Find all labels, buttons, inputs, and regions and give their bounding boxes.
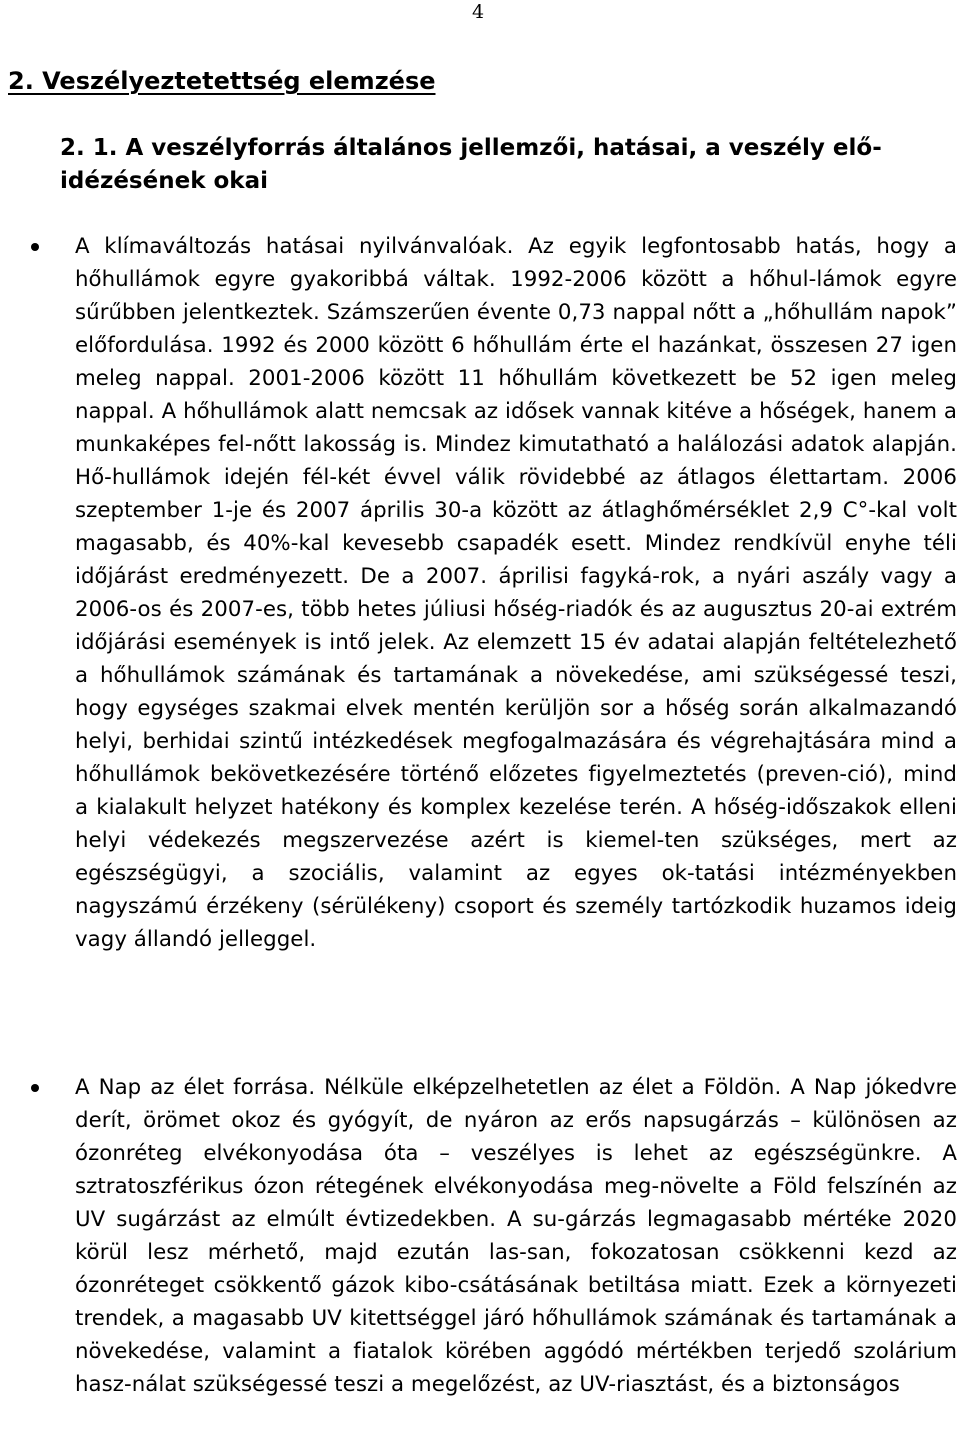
page-number: 4: [472, 1, 485, 23]
paragraph-climate-heatwaves: A klímaváltozás hatásai nyilvánvalóak. Az egyik legfontosabb hatás, hogy a hőhullámok egyre gyakoribbá váltak. 1992-2006 között a hőhul-lámok egyre sűrűbben jelentkeztek. Számszerűen évente 0,73 nappal nőtt a „hőhullám napok” előfordulása. 1992 és 2000 között 6 hőhullám érte el hazánkat, összesen 27 igen meleg nappal. 2001-2006 között 11 hőhullám következett be 52 igen meleg nappal. A hőhullámok alatt nemcsak az idősek vannak kitéve a hőségek, hanem a munkaképes fel-nőtt lakosság is. Mindez kimutatható a halálozási adatok alapján. Hő-hullámok idején fél-két évvel válik rövidebbé az átlagos élettartam. 2006 szeptember 1-je és 2007 április 30-a között az átlaghőmérséklet 2,9 C°-kal volt magasabb, és 40%-kal kevesebb csapadék esett. Mindez rendkívül enyhe téli időjárást eredményezett. De a 2007. áprilisi fagyká-rok, a nyári aszály vagy a 2006-os és 2007-es, több hetes júliusi hőség-riadók és az augusztus 20-ai extrém időjárási események is intő jelek. Az elemzett 15 év adatai alapján feltételezhető a hőhullámok számának és tartamának a növekedése, ami szükségessé teszi, hogy egységes szakmai elvek mentén kerüljön sor a hőség során alkalmazandó helyi, berhidai szintű intézkedések megfogalmazására és végrehajtására mind a hőhullámok bekövetkezésére történő előzetes figyelmeztetés (preven-ció), mind a kialakult helyzet hatékony és komplex kezelése terén. A hőség-időszakok elleni helyi védekezés megszervezése azért is kiemel-ten szükséges, mert az egészségügyi, a szociális, valamint az egyes ok-tatási intézményekben nagyszámú érzékeny (sérülékeny) csoport és személy tartózkodik huzamos ideig vagy állandó jelleggel.: [75, 234, 957, 952]
paragraph-sun-uv: A Nap az élet forrása. Nélküle elképzelhetetlen az élet a Földön. A Nap jókedvre derít, örömet okoz és gyógyít, de nyáron az erős napsugárzás – különösen az ózonréteg elvékonyodása óta – veszélyes is lehet az egészségünkre. A sztratoszférikus ózon rétegének elvékonyodása meg-növelte a Föld felszínén az UV sugárzást az elmúlt évtizedekben. A su-gárzás legmagasabb mértéke 2020 körül lesz mérhető, majd ezután las-san, fokozatosan csökkenni kezd az ózonréteget csökkentő gázok kibo-csátásának betiltása miatt. Ezek a környezeti trendek, a magasabb UV kitettséggel járó hőhullámok számának és tartamának a növekedése, valamint a fiatalok körében aggódó mértékben terjedő szolárium hasz-nálat szükségessé teszi a megelőzést, az UV-riasztást, és a biztonságos: [75, 1075, 957, 1397]
list-item: [75, 1071, 957, 1401]
bullet-icon: [31, 243, 39, 251]
subsection-heading: 2. 1. A veszélyforrás általános jellemzői, hatásai, a veszély elő-idézésének okai: [60, 135, 882, 194]
list-item: [75, 230, 957, 956]
bullet-icon: [31, 1084, 39, 1092]
section-heading: 2. Veszélyeztetettség elemzése: [8, 67, 436, 95]
